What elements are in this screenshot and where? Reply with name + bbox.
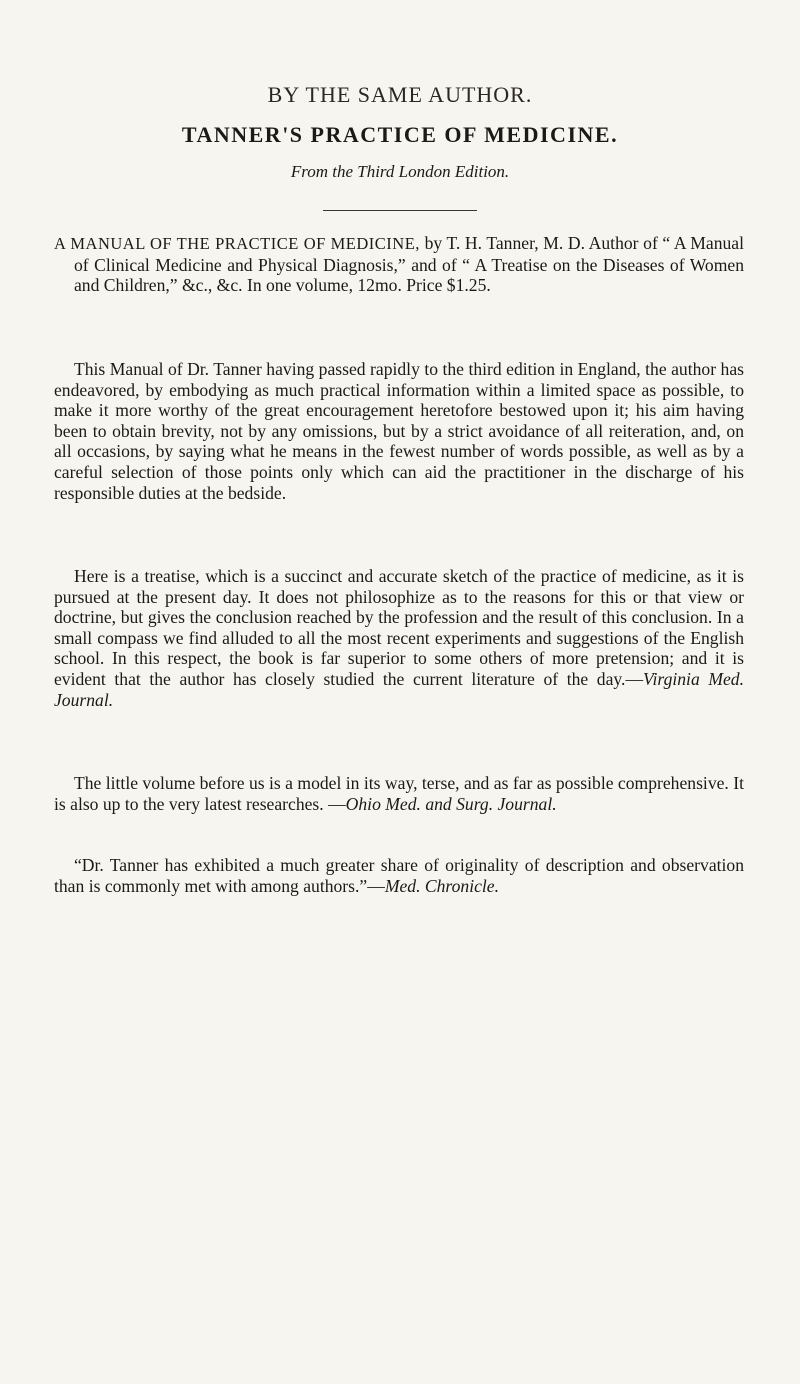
divider-rule: [323, 210, 477, 211]
review-text: Here is a treatise, which is a succinct and accurate sketch of the practice of medicine, as it is pursued at the present day. It does not philosophize as to the reasons for this or that view or doctrine, but gives the conclusion reached by the profession and the result of this conclusion. In a small compass we find alluded to all the most recent experiments and suggestions of the English school. In this respect, the book is far superior to some others of more pretension; and it is evident that the author has closely studied the current literature of the day.—: [54, 566, 744, 689]
review-source: Med. Chronicle.: [384, 875, 499, 896]
book-entry-description: by T. H. Tanner, M. D. Author of “ A Manual of Clinical Medicine and Physical Diagnosis,” and of “ A Treatise on the Diseases of Women and Children,” &c., &c. In one volume, 12mo. Price $1.25.: [74, 233, 744, 296]
book-entry-title: A MANUAL OF THE PRACTICE OF MEDICINE,: [54, 234, 420, 253]
review-source: Virginia Med. Journal.: [54, 668, 744, 710]
by-same-author-heading: BY THE SAME AUTHOR.: [267, 82, 533, 107]
edition-note: From the Third London Edition.: [290, 162, 510, 181]
review-text: “Dr. Tanner has exhibited a much greater share of originality of description and observation than is commonly met with among authors.”—: [54, 855, 744, 896]
review-paragraph: [54, 773, 744, 814]
review-paragraph: [54, 855, 744, 896]
review-text: The little volume before us is a model in its way, terse, and as far as possible comprehensive. It is also up to the very latest researches. —: [54, 773, 744, 814]
review-paragraph: [54, 359, 744, 503]
review-text: This Manual of Dr. Tanner having passed rapidly to the third edition in England, the author has endeavored, by embodying as much practical information within a limited space as possible, to make it more worthy of the great encouragement heretofore bestowed upon it; his aim having been to obtain brevity, not by any omissions, but by a strict avoidance of all reiteration, and, on all occasions, by saying what he means in the fewest number of words possible, as well as by a careful selection of those points only which can aid the practitioner in the discharge of his responsible duties at the bedside.: [54, 359, 744, 503]
review-source: Ohio Med. and Surg. Journal.: [345, 793, 557, 814]
review-paragraph: [54, 566, 744, 710]
book-entry-text: [54, 233, 744, 296]
book-entry: [54, 233, 744, 296]
book-title: TANNER'S PRACTICE OF MEDICINE.: [181, 122, 619, 147]
